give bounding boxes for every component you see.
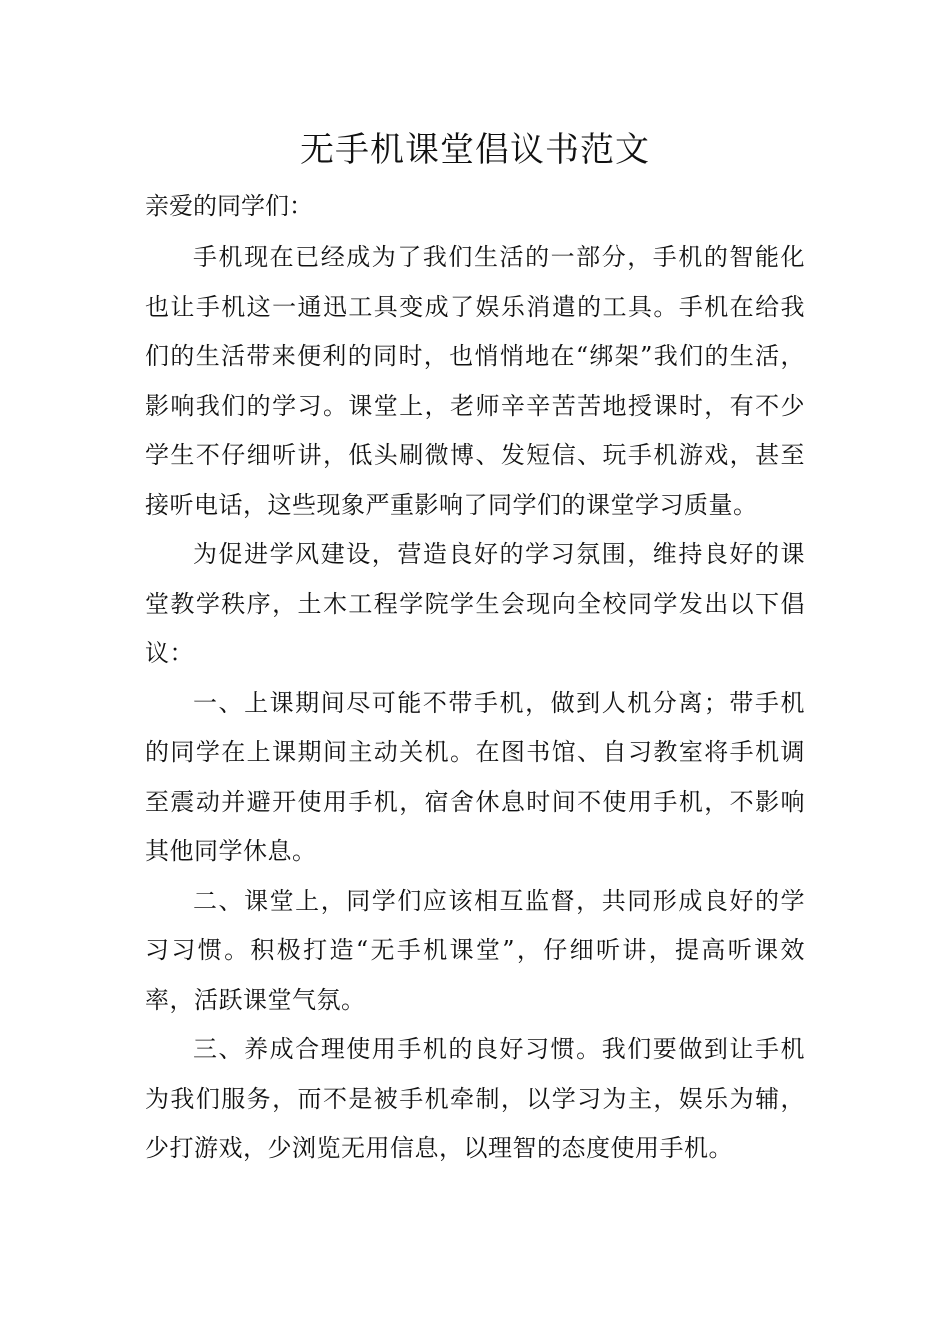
document-title: 无手机课堂倡议书范文: [300, 130, 650, 170]
document-page: [145, 122, 805, 1174]
salutation: 亲爱的同学们：: [145, 192, 313, 220]
paragraph-item-1: 一、上课期间尽可能不带手机，做到人机分离；带手机的同学在上课期间主动关机。在图书馆、自习教室将手机调至震动并避开使用手机，宿舍休息时间不使用手机，不影响其他同学休息。: [145, 688, 805, 865]
paragraph-item-2: 二、课堂上，同学们应该相互监督，共同形成良好的学习习惯。积极打造“无手机课堂”，仔细听讲，提高听课效率，活跃课堂气氛。: [145, 886, 805, 1014]
paragraph-proposal: 为促进学风建设，营造良好的学习氛围，维持良好的课堂教学秩序，土木工程学院学生会现向全校同学发出以下倡议：: [145, 540, 805, 667]
paragraph-intro: 手机现在已经成为了我们生活的一部分，手机的智能化也让手机这一通迅工具变成了娱乐消遣的工具。手机在给我们的生活带来便利的同时，也悄悄地在“绑架”我们的生活，影响我们的学习。课堂上，老师辛辛苦苦地授课时，有不少学生不仔细听讲，低头刷微博、发短信、玩手机游戏，甚至接听电话，这些现象严重影响了同学们的课堂学习质量。: [145, 243, 805, 519]
paragraph-item-3: 三、养成合理使用手机的良好习惯。我们要做到让手机为我们服务，而不是被手机牵制，以学习为主，娱乐为辅，少打游戏，少浏览无用信息，以理智的态度使用手机。: [145, 1035, 805, 1162]
